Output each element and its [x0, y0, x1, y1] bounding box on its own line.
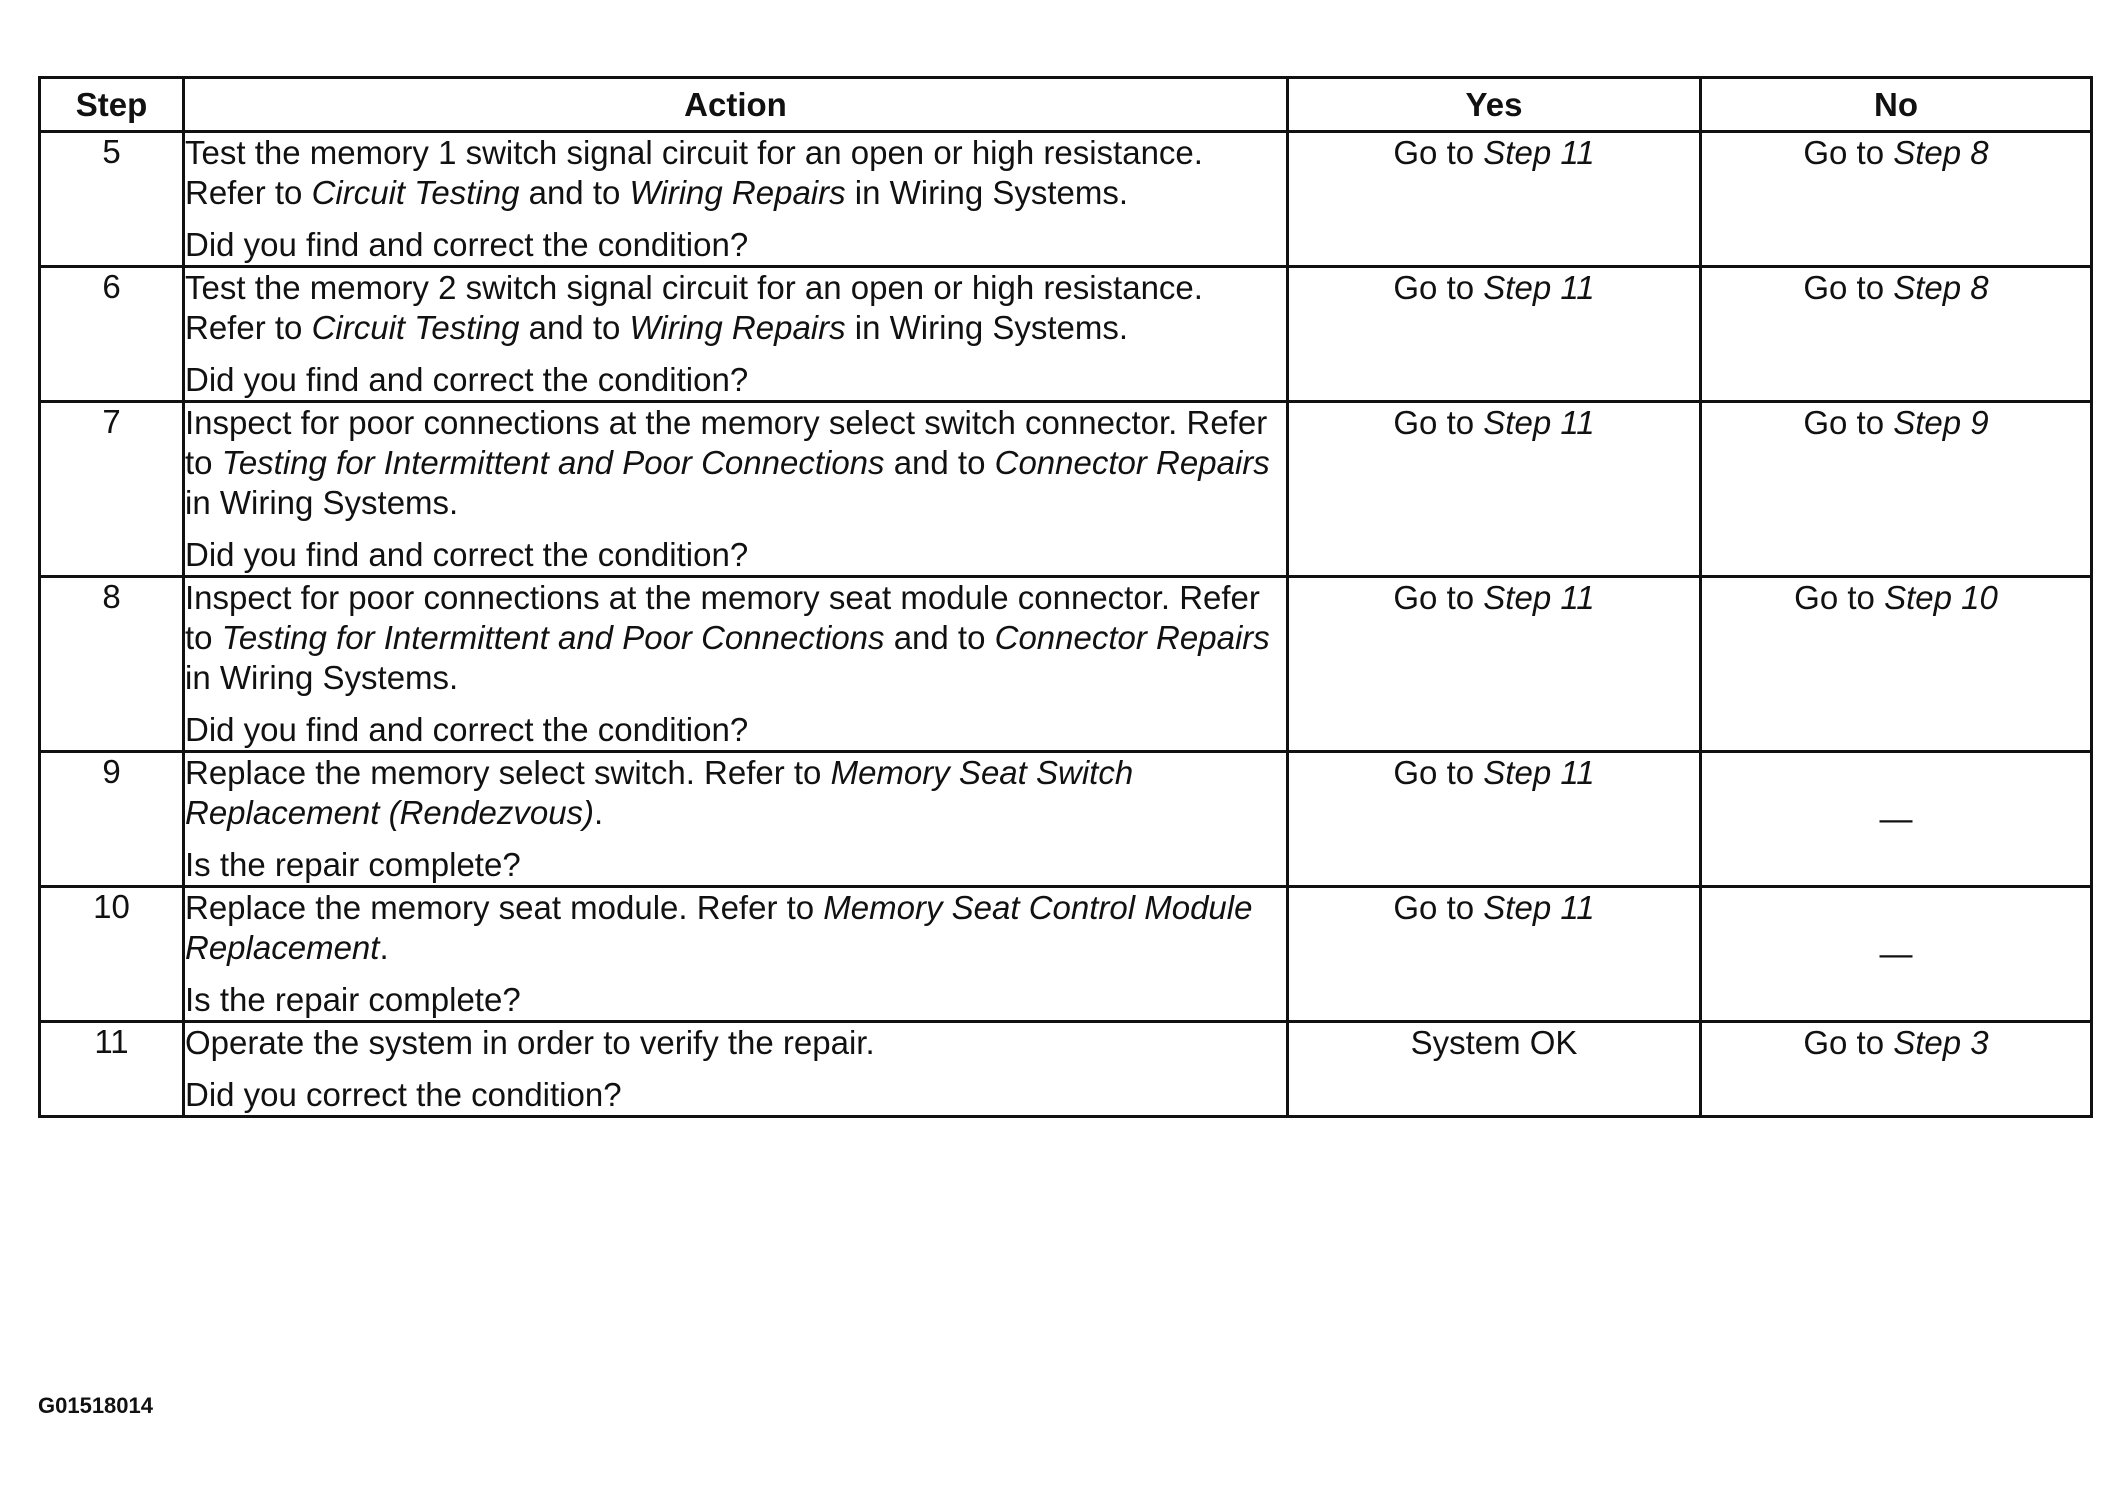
reference-link-text: Memory Seat Switch Replacement (Rendezvous) — [185, 754, 1134, 831]
no-result — [1701, 887, 2092, 1022]
action-question: Did you find and correct the condition? — [185, 711, 749, 748]
yes-result-text: Go to — [1393, 134, 1484, 171]
action-cell — [184, 887, 1288, 1022]
action-text: . — [594, 794, 604, 831]
action-question: Did you find and correct the condition? — [185, 361, 749, 398]
action-cell — [184, 132, 1288, 267]
action-text: and to — [519, 309, 630, 346]
header-action: Action — [184, 78, 1288, 132]
reference-link-text: Memory Seat Control Module Replacement — [185, 889, 1253, 966]
yes-result — [1288, 1022, 1701, 1117]
reference-link-text: Circuit Testing — [311, 309, 520, 346]
action-text: Operate the system in order to verify the repair. — [185, 1024, 875, 1061]
action-text: Replace the memory seat module. Refer to — [185, 889, 824, 926]
action-text: Inspect for poor connections at the memory select switch connector. Refer to — [185, 404, 1268, 481]
action-question: Is the repair complete? — [185, 846, 521, 883]
no-result-text: — — [1879, 800, 1913, 837]
table-row — [40, 402, 2092, 577]
yes-result-step: Step 11 — [1483, 404, 1595, 441]
table-body — [40, 132, 2092, 1117]
action-question: Did you find and correct the condition? — [185, 226, 749, 263]
header-step: Step — [40, 78, 184, 132]
table-header-row — [40, 78, 2092, 132]
reference-link-text: Testing for Intermittent and Poor Connections — [221, 619, 885, 656]
table-row — [40, 752, 2092, 887]
yes-result-step: Step 11 — [1483, 134, 1595, 171]
action-question: Did you correct the condition? — [185, 1076, 622, 1113]
no-result — [1701, 577, 2092, 752]
action-cell — [184, 267, 1288, 402]
action-text: and to — [519, 174, 630, 211]
action-description — [185, 403, 1286, 523]
action-text: Replace the memory select switch. Refer to — [185, 754, 831, 791]
yes-result — [1288, 132, 1701, 267]
table-row — [40, 887, 2092, 1022]
action-description — [185, 578, 1286, 698]
reference-link-text: Wiring Repairs — [629, 309, 846, 346]
action-text: and to — [884, 444, 995, 481]
action-text: in Wiring Systems. — [845, 174, 1129, 211]
reference-link-text: Circuit Testing — [311, 174, 520, 211]
no-result-step: Step 8 — [1893, 269, 1989, 306]
reference-link-text: Connector Repairs — [994, 619, 1270, 656]
action-text: . — [379, 929, 389, 966]
action-text: in Wiring Systems. — [185, 659, 459, 696]
action-description — [185, 268, 1286, 348]
action-text: Test the memory 2 switch signal circuit for an open or high resistance. Refer to — [185, 269, 1203, 346]
reference-link-text: Connector Repairs — [994, 444, 1270, 481]
step-number: 11 — [40, 1022, 184, 1117]
action-description — [185, 888, 1286, 968]
action-description — [185, 753, 1286, 833]
yes-result-text: System OK — [1410, 1024, 1578, 1061]
no-result-text: Go to — [1803, 134, 1894, 171]
action-cell — [184, 577, 1288, 752]
reference-link-text: Wiring Repairs — [629, 174, 846, 211]
yes-result — [1288, 267, 1701, 402]
action-description — [185, 1023, 1286, 1063]
yes-result-text: Go to — [1393, 889, 1484, 926]
action-question: Is the repair complete? — [185, 981, 521, 1018]
step-number: 7 — [40, 402, 184, 577]
step-number: 9 — [40, 752, 184, 887]
reference-link-text: Testing for Intermittent and Poor Connections — [221, 444, 885, 481]
yes-result-step: Step 11 — [1483, 889, 1595, 926]
action-text: in Wiring Systems. — [185, 484, 459, 521]
action-text: in Wiring Systems. — [845, 309, 1129, 346]
step-number: 5 — [40, 132, 184, 267]
no-result-text: Go to — [1803, 1024, 1894, 1061]
no-result — [1701, 1022, 2092, 1117]
no-result — [1701, 267, 2092, 402]
action-text: Test the memory 1 switch signal circuit for an open or high resistance. Refer to — [185, 134, 1203, 211]
no-result — [1701, 752, 2092, 887]
figure-id: G01518014 — [38, 1393, 153, 1418]
table-row — [40, 577, 2092, 752]
action-cell — [184, 752, 1288, 887]
no-result-step: Step 3 — [1893, 1024, 1989, 1061]
action-text: Inspect for poor connections at the memory seat module connector. Refer to — [185, 579, 1260, 656]
no-result-step: Step 9 — [1893, 404, 1989, 441]
yes-result — [1288, 577, 1701, 752]
action-question: Did you find and correct the condition? — [185, 536, 749, 573]
action-text: and to — [884, 619, 995, 656]
step-number: 8 — [40, 577, 184, 752]
yes-result-text: Go to — [1393, 579, 1484, 616]
yes-result — [1288, 752, 1701, 887]
action-cell — [184, 402, 1288, 577]
table-row — [40, 267, 2092, 402]
step-number: 6 — [40, 267, 184, 402]
no-result-text: Go to — [1803, 269, 1894, 306]
header-no: No — [1701, 78, 2092, 132]
step-number: 10 — [40, 887, 184, 1022]
no-result — [1701, 402, 2092, 577]
table-row — [40, 132, 2092, 267]
yes-result-step: Step 11 — [1483, 269, 1595, 306]
yes-result — [1288, 887, 1701, 1022]
no-result-step: Step 10 — [1884, 579, 1998, 616]
yes-result-text: Go to — [1393, 754, 1484, 791]
diagnostic-table — [38, 76, 2093, 1118]
table-row — [40, 1022, 2092, 1117]
yes-result — [1288, 402, 1701, 577]
yes-result-step: Step 11 — [1483, 754, 1595, 791]
yes-result-text: Go to — [1393, 269, 1484, 306]
header-yes: Yes — [1288, 78, 1701, 132]
yes-result-text: Go to — [1393, 404, 1484, 441]
no-result-step: Step 8 — [1893, 134, 1989, 171]
no-result-text: Go to — [1803, 404, 1894, 441]
yes-result-step: Step 11 — [1483, 579, 1595, 616]
action-cell — [184, 1022, 1288, 1117]
no-result-text: — — [1879, 935, 1913, 972]
action-description — [185, 133, 1286, 213]
no-result-text: Go to — [1794, 579, 1885, 616]
no-result — [1701, 132, 2092, 267]
